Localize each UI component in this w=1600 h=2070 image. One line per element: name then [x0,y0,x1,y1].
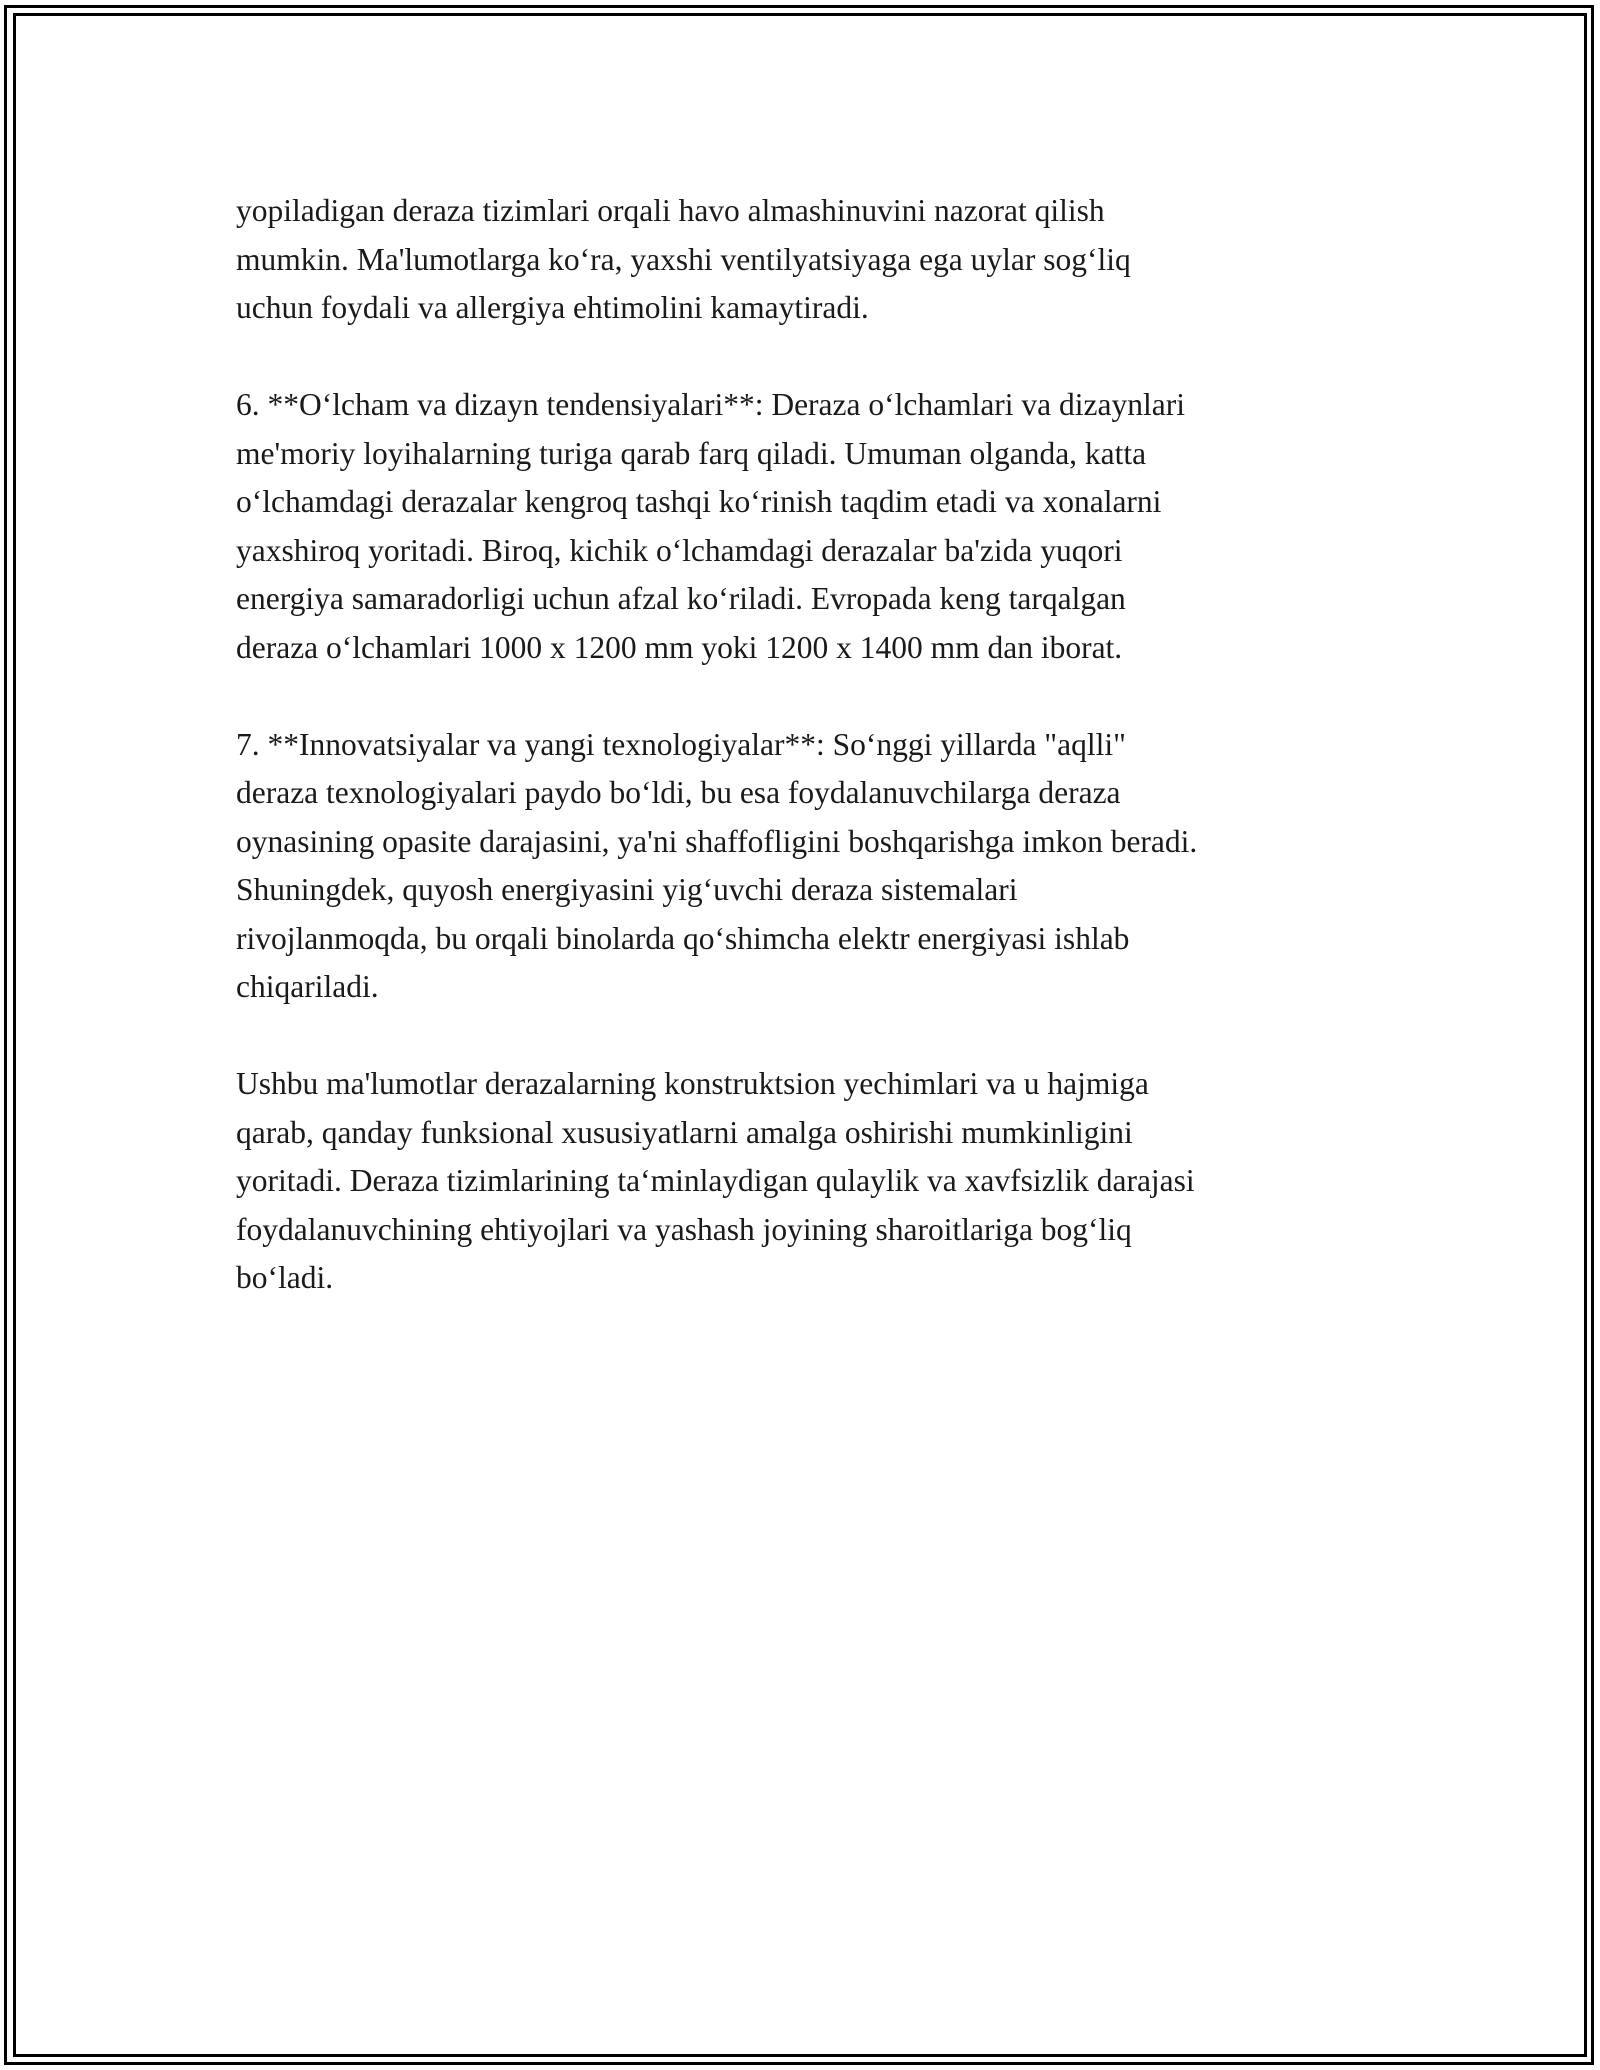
text-line: mumkin. Ma'lumotlarga ko‘ra, yaxshi ventilyatsiyaga ega uylar sog‘liq [236,241,1131,277]
text-line: Shuningdek, quyosh energiyasini yig‘uvchi deraza sistemalari [236,872,1018,907]
text-line: yopiladigan deraza tizimlari orqali havo almashinuvini nazorat qilish [236,193,1105,228]
document-body [236,187,1376,1351]
text-line: yaxshiroq yoritadi. Biroq, kichik o‘lchamdagi derazalar ba'zida yuqori [236,532,1123,568]
text-line: me'moriy loyihalarning turiga qarab farq qiladi. Umuman olganda, katta [236,435,1147,471]
text-line: yoritadi. Deraza tizimlarining ta‘minlaydigan qulaylik va xavfsizlik darajasi [236,1163,1195,1198]
text-line: foydalanuvchining ehtiyojlari va yashash joyining sharoitlariga bog‘liq [236,1211,1132,1247]
paragraph-size-design-trends [236,381,1376,672]
text-line: energiya samaradorligi uchun afzal ko‘riladi. Evropada keng tarqalgan [236,581,1126,616]
paragraph-ventilation-continuation [236,187,1376,333]
paragraph-conclusion [236,1060,1376,1303]
text-line: bo‘ladi. [236,1260,334,1295]
text-line: deraza o‘lchamlari 1000 x 1200 mm yoki 1200 x 1400 mm dan iborat. [236,629,1123,665]
text-line: qarab, qanday funksional xususiyatlarni amalga oshirishi mumkinligini [236,1114,1133,1150]
text-line: oynasining opasite darajasini, ya'ni shaffofligini boshqarishga imkon beradi. [236,823,1198,859]
text-line: o‘lchamdagi derazalar kengroq tashqi ko‘rinish taqdim etadi va xonalarni [236,484,1162,519]
text-line: uchun foydali va allergiya ehtimolini kamaytiradi. [236,290,869,325]
text-line: deraza texnologiyalari paydo bo‘ldi, bu esa foydalanuvchilarga deraza [236,775,1121,810]
text-line: 6. **O‘lcham va dizayn tendensiyalari**: Deraza o‘lchamlari va dizaynlari [236,387,1185,422]
text-line: 7. **Innovatsiyalar va yangi texnologiyalar**: So‘nggi yillarda "aqlli" [236,726,1127,762]
text-line: Ushbu ma'lumotlar derazalarning konstruktsion yechimlari va u hajmiga [236,1066,1149,1101]
paragraph-innovations [236,721,1376,1012]
text-line: rivojlanmoqda, bu orqali binolarda qo‘shimcha elektr energiyasi ishlab [236,920,1130,956]
text-line: chiqariladi. [236,969,379,1004]
